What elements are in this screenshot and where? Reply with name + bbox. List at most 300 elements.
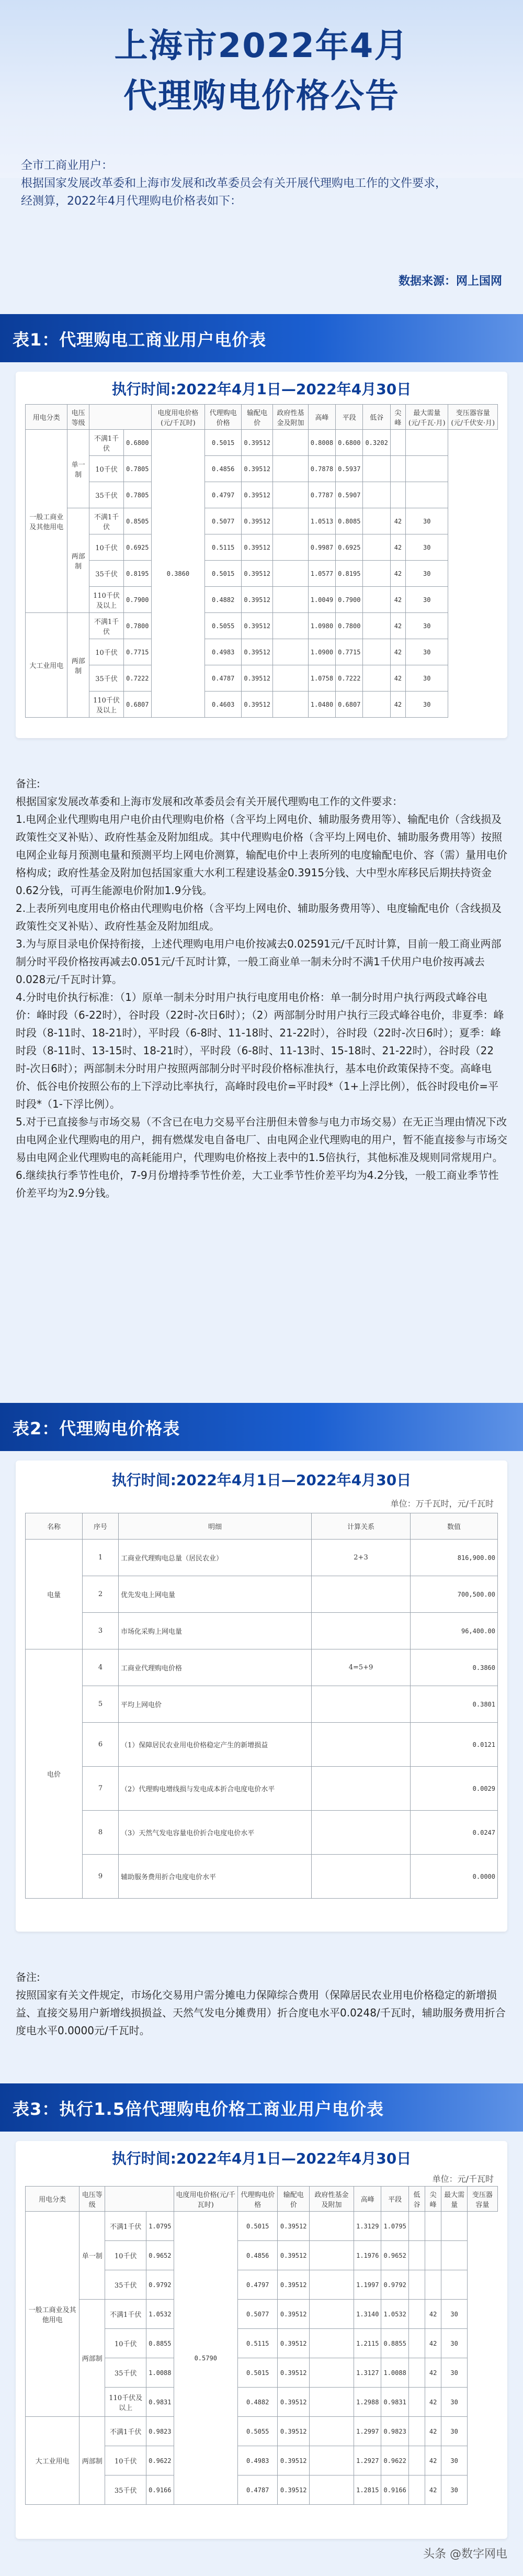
value-cell: 42: [390, 665, 405, 692]
t1-header: 政府性基金及附加: [273, 405, 308, 430]
value-cell: [406, 430, 448, 456]
value-cell: 1.0795: [146, 2212, 174, 2241]
table-row: [26, 456, 498, 482]
voltage-cell: 35千伏: [89, 665, 123, 692]
section-1-title: 表1：代理购电工商业用户电价表: [13, 330, 267, 350]
table-row: [26, 1855, 498, 1899]
index-cell: 2: [83, 1576, 119, 1613]
value-cell: [441, 2241, 468, 2270]
value-cell: 42: [390, 613, 405, 639]
value-cell: 0.4797: [205, 482, 242, 508]
notes-paragraph: 5.对于已直接参与市场交易（不含已在电力交易平台注册但未曾参与电力市场交易）在无正当理由情况下改由电网企业代理购电的用户，拥有燃煤发电自备电厂、由电网企业代理购电的用户，暂不能直接参与市场交易由电网企业代理购电的高耗能用户，代理购电价格按上表中的1.5倍执行，其他标准及规则同常规用户。: [16, 1116, 507, 1164]
value-cell: 1.2997: [354, 2417, 381, 2446]
value-cell: 0.39512: [242, 430, 273, 456]
intro-text: [21, 157, 502, 210]
value-cell: 30: [441, 2388, 468, 2417]
notes-paragraph: 4.分时电价执行标准：（1）原单一制未分时用户执行电度用电价格：单一制分时用户执行两段式峰谷电价：峰时段（6-22时），谷时段（22时-次日6时）；（2）两部制分时用户执行三段式峰谷电价，非夏季：峰时段（8-11时、18-21时），平时段（6-8时、11-18时、21-22时），谷时段（22时-次日6时）；夏季：峰时段（8-11时、13-15时、18-21时），平时段（6-8时、11-13时、15-18时、21-22时），谷时段（22时-次日6时）；两部制未分时用户按照两部制分时平时段价格标准执行，基本电价政策保持不变。高峰电价、低谷电价按照公布的上下浮动比率执行，高峰时段电价=平时段*（1+上浮比例），低谷时段电价=平时段*（1-下浮比例）。: [16, 991, 504, 1110]
section-2-unit: 单位：万千瓦时，元/千瓦时: [390, 1499, 494, 1509]
detail-cell: （1）保障居民农业用电价格稳定产生的新增损益: [119, 1723, 312, 1767]
value-cell: 0.39512: [242, 639, 273, 665]
subcategory-cell: 单一制: [79, 2212, 105, 2300]
value-cell: [273, 613, 308, 639]
value-cell: 0.6807: [124, 692, 151, 718]
value-cell: [408, 2329, 425, 2358]
table-row: [26, 639, 498, 665]
value-cell: 1.2815: [354, 2475, 381, 2505]
value-cell: 0.0000: [411, 1855, 498, 1899]
value-cell: 0.7800: [336, 613, 363, 639]
value-cell: 0.8195: [336, 561, 363, 587]
voltage-cell: 35千伏: [105, 2270, 146, 2300]
value-cell: [273, 692, 308, 718]
value-cell: 0.5115: [238, 2329, 278, 2358]
value-cell: [309, 2388, 354, 2417]
value-cell: 0.3860: [411, 1649, 498, 1686]
t1-header: 输配电价: [242, 405, 273, 430]
value-cell: 0.6925: [124, 534, 151, 561]
value-cell: 1.0532: [146, 2300, 174, 2329]
t1-header: 用电分类: [26, 405, 67, 430]
notes-paragraph: 6.继续执行季节性电价，7-9月份增持季节性价差，大工业季节性价差平均为4.2分钱，一般工商业季节性价差平均为2.9分钱。: [16, 1169, 499, 1199]
t2-header: 计算关系: [312, 1513, 411, 1540]
section-3-unit: 单位：元/千瓦时: [432, 2174, 494, 2184]
value-cell: 42: [425, 2475, 441, 2505]
value-cell: 1.0795: [381, 2212, 408, 2241]
value-cell: [273, 456, 308, 482]
t3-header: 尖峰: [425, 2187, 441, 2212]
value-cell: 42: [425, 2329, 441, 2358]
voltage-cell: 不满1千伏: [89, 430, 123, 456]
formula-cell: [312, 1613, 411, 1649]
value-cell: 0.8855: [381, 2329, 408, 2358]
value-cell: 0.5077: [238, 2300, 278, 2329]
detail-cell: 辅助服务费用折合电度电价水平: [119, 1855, 312, 1899]
value-cell: [363, 561, 390, 587]
value-cell: [309, 2475, 354, 2505]
subcategory-cell: 两部制: [67, 508, 89, 613]
value-cell: 0.8085: [336, 508, 363, 534]
section-2-title: 表2：代理购电价格表: [13, 1419, 180, 1438]
value-cell: 0.5055: [238, 2417, 278, 2446]
voltage-cell: 35千伏: [89, 482, 123, 508]
table-row: [26, 692, 498, 718]
notes-paragraph: 2.上表所列电度用电价格由代理购电价格（含平均上网电价、辅助服务费用等）、电度输配电价（含线损及政策性交叉补贴）、政府性基金及附加组成。: [16, 902, 502, 932]
value-cell: [363, 665, 390, 692]
value-cell: 0.8008: [308, 430, 335, 456]
value-cell: 1.1997: [354, 2270, 381, 2300]
table-row: [26, 2212, 498, 2241]
header-banner: [0, 0, 523, 178]
section-2-exec-time: 执行时间:2022年4月1日—2022年4月30日: [111, 1471, 412, 1489]
value-cell: [363, 482, 390, 508]
t3-header: 用电分类: [26, 2187, 79, 2212]
value-cell: 0.4882: [205, 587, 242, 613]
value-cell: [273, 587, 308, 613]
value-cell: [408, 2300, 425, 2329]
table-2: [25, 1513, 498, 1899]
section-3-header: [0, 2083, 523, 2132]
t3-header: 平段: [381, 2187, 408, 2212]
value-cell: 0.39512: [242, 561, 273, 587]
value-cell: 42: [425, 2358, 441, 2388]
value-cell: 0.8505: [124, 508, 151, 534]
value-cell: 1.0480: [308, 692, 335, 718]
value-cell: 0.39512: [242, 534, 273, 561]
value-cell: 0.5907: [336, 482, 363, 508]
value-cell: [363, 508, 390, 534]
value-cell: 0.39512: [278, 2388, 310, 2417]
voltage-cell: 10千伏: [89, 534, 123, 561]
section-3-exec-time: 执行时间:2022年4月1日—2022年4月30日: [111, 2150, 412, 2167]
t3-header: 低谷: [408, 2187, 425, 2212]
value-cell: 0.7787: [308, 482, 335, 508]
value-cell: 0.7222: [124, 665, 151, 692]
value-cell: 816,900.00: [411, 1540, 498, 1576]
value-cell: 0.39512: [278, 2329, 310, 2358]
page-title: [0, 21, 523, 121]
value-cell: 30: [406, 508, 448, 534]
value-cell: 0.5055: [205, 613, 242, 639]
t1-header: 变压器容量(元/千伏安·月): [448, 405, 498, 430]
value-cell: [273, 508, 308, 534]
voltage-cell: 35千伏: [105, 2358, 146, 2388]
section-2-notes: [16, 1968, 507, 2039]
value-cell: [363, 534, 390, 561]
section-1-notes: [16, 775, 507, 1202]
value-cell: [408, 2358, 425, 2388]
group-cell: 电量: [26, 1540, 83, 1649]
value-cell: [273, 639, 308, 665]
table-1: [25, 404, 498, 718]
t1-header: 高峰: [308, 405, 335, 430]
voltage-cell: 110千伏及以上: [89, 692, 123, 718]
t3-header: 最大需量: [441, 2187, 468, 2212]
value-cell: [408, 2212, 425, 2241]
value-cell: 1.3129: [354, 2212, 381, 2241]
value-cell: 0.6807: [336, 692, 363, 718]
value-cell: 0.39512: [278, 2446, 310, 2475]
section-1-panel: [16, 372, 507, 738]
value-cell: 0.9166: [146, 2475, 174, 2505]
value-cell: [363, 692, 390, 718]
value-cell: 1.0088: [146, 2358, 174, 2388]
t2-header: 序号: [83, 1513, 119, 1540]
value-cell: 0.7878: [308, 456, 335, 482]
index-cell: 6: [83, 1723, 119, 1767]
voltage-cell: 10千伏: [105, 2329, 146, 2358]
t3-header: 政府性基金及附加: [309, 2187, 354, 2212]
notes-paragraph: 按照国家有关文件规定，市场化交易用户需分摊电力保障综合费用（保障居民农业用电价格稳定的新增损益、直接交易用户新增线损损益、天然气发电分摊费用）折合度电水平0.0248/千瓦时，辅助服务费用折合度电水平0.0000元/千瓦时。: [16, 1989, 506, 2037]
value-cell: 42: [425, 2388, 441, 2417]
value-cell: 0.5115: [205, 534, 242, 561]
formula-cell: [312, 1723, 411, 1767]
intro-body-2: 经测算，2022年4月代理购电价格表如下：: [21, 195, 242, 208]
value-cell: 0.39512: [278, 2417, 310, 2446]
table-row: [26, 1811, 498, 1855]
data-source: 数据来源：网上国网: [398, 275, 502, 288]
detail-cell: 工商业代理购电总量（居民农业）: [119, 1540, 312, 1576]
value-cell: 0.39512: [242, 665, 273, 692]
voltage-cell: 10千伏: [105, 2446, 146, 2475]
table-row: [26, 1767, 498, 1811]
t1-header: 平段: [336, 405, 363, 430]
value-cell: 700,500.00: [411, 1576, 498, 1613]
value-cell: 0.39512: [278, 2241, 310, 2270]
value-cell: [408, 2417, 425, 2446]
value-cell: 1.2927: [354, 2446, 381, 2475]
value-cell: 42: [390, 639, 405, 665]
value-cell: 0.0121: [411, 1723, 498, 1767]
value-cell: [309, 2270, 354, 2300]
section-3-title: 表3：执行1.5倍代理购电价格工商业用户电价表: [13, 2099, 384, 2119]
value-cell: [406, 482, 448, 508]
value-cell: 0.9652: [146, 2241, 174, 2270]
subcategory-cell: 两部制: [67, 613, 89, 718]
value-cell: 0.0029: [411, 1767, 498, 1811]
voltage-cell: 10千伏: [105, 2241, 146, 2270]
value-cell: 30: [406, 692, 448, 718]
formula-cell: [312, 1855, 411, 1899]
voltage-cell: 110千伏及以上: [89, 587, 123, 613]
table-row: [26, 561, 498, 587]
t1-header: 代理购电价格: [205, 405, 242, 430]
value-cell: 0.0247: [411, 1811, 498, 1855]
formula-cell: [312, 1686, 411, 1723]
index-cell: 8: [83, 1811, 119, 1855]
value-cell: [363, 639, 390, 665]
value-cell: [408, 2241, 425, 2270]
value-cell: 0.4787: [238, 2475, 278, 2505]
table-row: [26, 613, 498, 639]
table-row: [26, 2300, 498, 2329]
value-cell: 0.6800: [124, 430, 151, 456]
voltage-cell: 10千伏: [89, 639, 123, 665]
notes-paragraph: 3.为与原目录电价保持衔接，上述代理购电用户电价按减去0.02591元/千瓦时计算，目前一般工商业两部制分时平段价格按再减去0.051元/千瓦时计算，一般工商业单一制未分时不满1千伏用户电价按再减去0.028元/千瓦时计算。: [16, 938, 502, 986]
value-cell: 0.4983: [205, 639, 242, 665]
value-cell: 30: [441, 2358, 468, 2388]
table-row: [26, 1723, 498, 1767]
value-cell: 0.39512: [278, 2358, 310, 2388]
voltage-cell: 35千伏: [105, 2475, 146, 2505]
voltage-cell: 不满1千伏: [105, 2212, 146, 2241]
value-cell: 42: [425, 2446, 441, 2475]
value-cell: 1.2115: [354, 2329, 381, 2358]
t3-header: 变压器容量: [467, 2187, 497, 2212]
table-row: [26, 587, 498, 613]
value-cell: 0.4983: [238, 2446, 278, 2475]
subcategory-cell: 两部制: [79, 2417, 105, 2505]
value-cell: 0.7805: [124, 482, 151, 508]
value-cell: [309, 2329, 354, 2358]
value-cell: 0.5015: [238, 2358, 278, 2388]
table-3: [25, 2186, 498, 2505]
value-cell: 0.7800: [124, 613, 151, 639]
intro-greeting: 全市工商业用户：: [21, 159, 113, 172]
formula-cell: [312, 1767, 411, 1811]
value-cell: 0.9622: [381, 2446, 408, 2475]
value-cell: 0.9823: [381, 2417, 408, 2446]
value-cell: [273, 430, 308, 456]
value-cell: 0.5015: [205, 561, 242, 587]
value-cell: 0.9831: [146, 2388, 174, 2417]
proxy-price-cell: 0.5790: [174, 2212, 238, 2505]
table-row: [26, 430, 498, 456]
value-cell: [363, 613, 390, 639]
category-cell: 一般工商业及其他用电: [26, 430, 67, 613]
value-cell: 0.9831: [381, 2388, 408, 2417]
value-cell: 30: [406, 587, 448, 613]
watermark: 头条 @数字网电: [423, 2548, 507, 2561]
value-cell: 1.0088: [381, 2358, 408, 2388]
table-row: [26, 508, 498, 534]
value-cell: [273, 561, 308, 587]
t3-header: 输配电价: [278, 2187, 310, 2212]
value-cell: [309, 2417, 354, 2446]
value-cell: 0.4882: [238, 2388, 278, 2417]
value-cell: 0.7715: [124, 639, 151, 665]
voltage-cell: 10千伏: [89, 456, 123, 482]
t2-header: 数值: [411, 1513, 498, 1540]
value-cell: 30: [441, 2300, 468, 2329]
table-row: [26, 534, 498, 561]
t1-header: 低谷: [363, 405, 390, 430]
value-cell: 0.3801: [411, 1686, 498, 1723]
value-cell: [425, 2270, 441, 2300]
value-cell: 30: [406, 534, 448, 561]
value-cell: 0.7900: [336, 587, 363, 613]
section-1-header: [0, 314, 523, 362]
formula-cell: 2+3: [312, 1540, 411, 1576]
notes-title: 备注:: [16, 1971, 40, 1983]
value-cell: [441, 2212, 468, 2241]
value-cell: [363, 456, 390, 482]
value-cell: 1.0513: [308, 508, 335, 534]
t2-header: 名称: [26, 1513, 83, 1540]
voltage-cell: 不满1千伏: [89, 613, 123, 639]
detail-cell: 优先发电上网电量: [119, 1576, 312, 1613]
value-cell: 30: [441, 2446, 468, 2475]
value-cell: 30: [441, 2417, 468, 2446]
index-cell: 3: [83, 1613, 119, 1649]
value-cell: 0.8855: [146, 2329, 174, 2358]
value-cell: 1.0900: [308, 639, 335, 665]
notes-paragraph: 根据国家发展改革委和上海市发展和改革委员会有关开展代理购电工作的文件要求：: [16, 795, 403, 808]
value-cell: 30: [406, 613, 448, 639]
value-cell: 42: [390, 508, 405, 534]
index-cell: 1: [83, 1540, 119, 1576]
value-cell: 1.2988: [354, 2388, 381, 2417]
value-cell: 0.4797: [238, 2270, 278, 2300]
voltage-cell: 35千伏: [89, 561, 123, 587]
value-cell: 0.5937: [336, 456, 363, 482]
voltage-cell: 不满1千伏: [105, 2417, 146, 2446]
group-cell: 电价: [26, 1649, 83, 1899]
value-cell: 0.6925: [336, 534, 363, 561]
index-cell: 7: [83, 1767, 119, 1811]
value-cell: 96,400.00: [411, 1613, 498, 1649]
table-row: [26, 2417, 498, 2446]
detail-cell: 工商业代理购电价格: [119, 1649, 312, 1686]
t2-header: 明细: [119, 1513, 312, 1540]
value-cell: [425, 2212, 441, 2241]
proxy-price-cell: 0.3860: [151, 430, 205, 718]
value-cell: 0.39512: [278, 2270, 310, 2300]
subcategory-cell: 两部制: [79, 2300, 105, 2417]
value-cell: 0.4856: [205, 456, 242, 482]
voltage-cell: 不满1千伏: [89, 508, 123, 534]
table-row: [26, 1686, 498, 1723]
value-cell: 0.9987: [308, 534, 335, 561]
value-cell: 42: [390, 534, 405, 561]
t3-header: 代理购电价格: [238, 2187, 278, 2212]
value-cell: 0.4856: [238, 2241, 278, 2270]
value-cell: 0.9792: [146, 2270, 174, 2300]
t3-header: 电压等级: [79, 2187, 105, 2212]
value-cell: 42: [390, 692, 405, 718]
value-cell: 0.3202: [363, 430, 390, 456]
value-cell: 30: [441, 2475, 468, 2505]
value-cell: 0.6800: [336, 430, 363, 456]
value-cell: 0.39512: [242, 692, 273, 718]
value-cell: 0.39512: [242, 508, 273, 534]
value-cell: 30: [441, 2329, 468, 2358]
t3-header: 高峰: [354, 2187, 381, 2212]
value-cell: 0.5015: [238, 2212, 278, 2241]
subcategory-cell: 单一制: [67, 430, 89, 508]
category-cell: 大工业用电: [26, 613, 67, 718]
value-cell: [273, 482, 308, 508]
section-2-panel: [16, 1460, 507, 1932]
value-cell: 0.7222: [336, 665, 363, 692]
index-cell: 5: [83, 1686, 119, 1723]
category-cell: 一般工商业及其他用电: [26, 2212, 79, 2417]
detail-cell: （3）天然气发电容量电价折合电度电价水平: [119, 1811, 312, 1855]
value-cell: 0.4603: [205, 692, 242, 718]
table-row: [26, 482, 498, 508]
notes-paragraph: 1.电网企业代理购电用户电价由代理购电价格（含平均上网电价、辅助服务费用等）、输配电价（含线损及政策性交叉补贴）、政府性基金及附加组成。其中代理购电价格（含平均上网电价、辅助服务费用等）按照电网企业每月预测电量和预测平均上网电价测算，输配电价中上表所列的电度输配电价、容（需）量用电价格构成；政府性基金及附加包括国家重大水利工程建设基金0.3915分钱、大中型水库移民后期扶持资金0.62分钱，可再生能源电价附加1.9分钱。: [16, 813, 507, 897]
t1-header: 最大需量(元/千瓦·月): [406, 405, 448, 430]
value-cell: [363, 587, 390, 613]
table-row: [26, 1576, 498, 1613]
value-cell: [390, 456, 405, 482]
t1-header: 电压等级: [67, 405, 89, 430]
value-cell: [309, 2212, 354, 2241]
value-cell: 1.0532: [381, 2300, 408, 2329]
index-cell: 4: [83, 1649, 119, 1686]
t3-header: 电度用电价格(元/千瓦时): [174, 2187, 238, 2212]
value-cell: 42: [390, 561, 405, 587]
value-cell: 0.4787: [205, 665, 242, 692]
value-cell: 42: [390, 587, 405, 613]
value-cell: 30: [406, 639, 448, 665]
table-row: [26, 1540, 498, 1576]
detail-cell: 平均上网电价: [119, 1686, 312, 1723]
category-cell: 大工业用电: [26, 2417, 79, 2505]
value-cell: [441, 2270, 468, 2300]
value-cell: [408, 2388, 425, 2417]
value-cell: 30: [406, 665, 448, 692]
table-row: [26, 1613, 498, 1649]
section-1-exec-time: 执行时间:2022年4月1日—2022年4月30日: [111, 381, 412, 398]
value-cell: [390, 430, 405, 456]
value-cell: 1.3127: [354, 2358, 381, 2388]
value-cell: 0.9792: [381, 2270, 408, 2300]
title-line-1: 上海市2022年4月: [114, 27, 409, 65]
value-cell: 0.5015: [205, 430, 242, 456]
notes-title: 备注:: [16, 777, 40, 790]
detail-cell: 市场化采购上网电量: [119, 1613, 312, 1649]
value-cell: 1.1976: [354, 2241, 381, 2270]
